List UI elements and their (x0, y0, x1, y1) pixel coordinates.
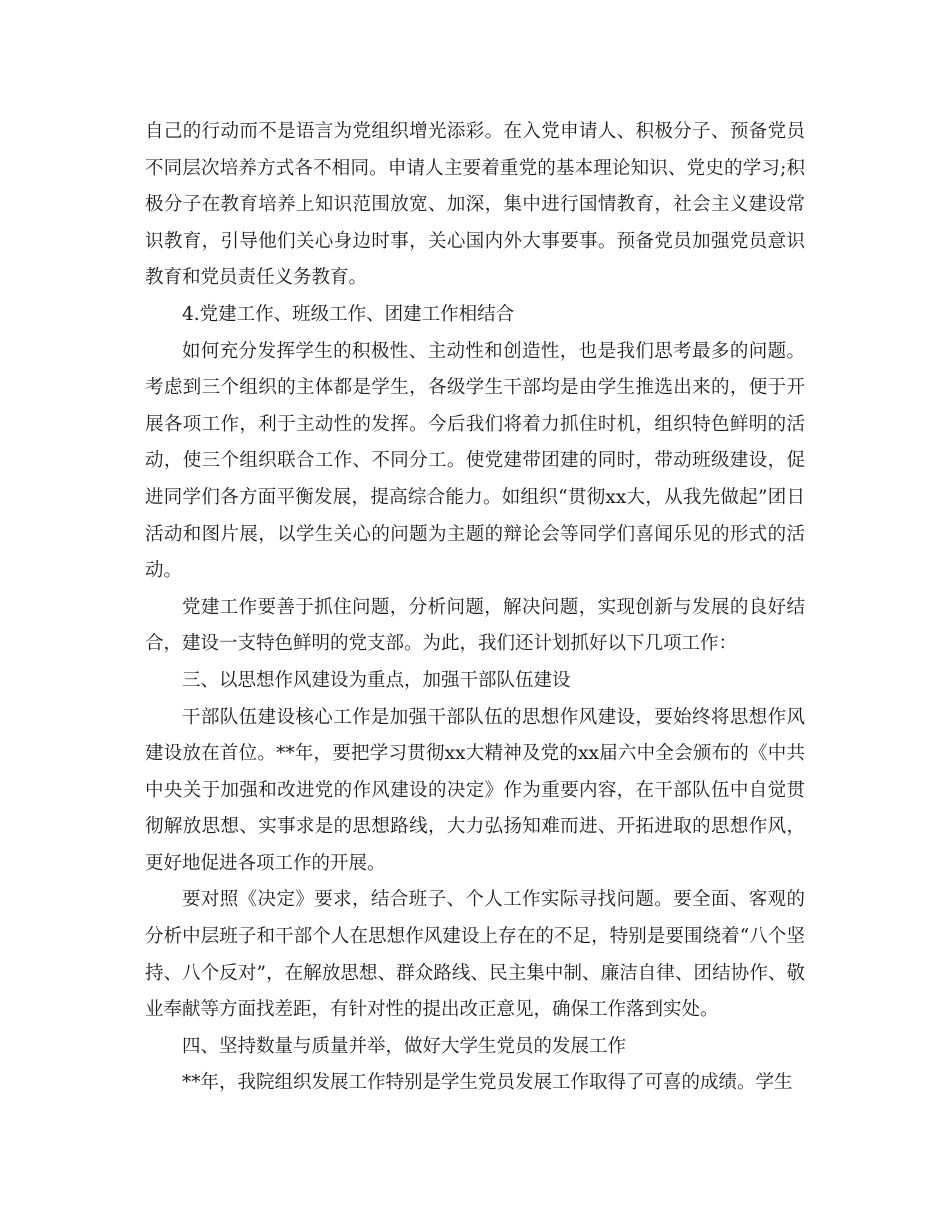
document-body (145, 114, 805, 1102)
paragraph-student-initiative: 如何充分发挥学生的积极性、主动性和创造性，也是我们思考最多的问题。考虑到三个组织的主体都是学生，各级学生干部均是由学生推选出来的，便于开展各项工作，利于主动性的发挥。今后我们将着力抓住时机，组织特色鲜明的活动，使三个组织联合工作、不同分工。使党建带团建的同时，带动班级建设，促进同学们各方面平衡发展，提高综合能力。如组织“贯彻xx大，从我先做起”团日活动和图片展，以学生关心的问题为主题的辩论会等同学们喜闻乐见的形式的活动。 (145, 340, 805, 582)
heading-student-party-member-development: 四、坚持数量与质量并举，做好大学生党员的发展工作 (182, 1035, 627, 1057)
paragraph-party-building-problems: 党建工作要善于抓住问题，分析问题，解决问题，实现创新与发展的良好结合，建设一支特色鲜明的党支部。为此，我们还计划抓好以下几项工作： (145, 596, 805, 655)
paragraph-cadre-ideology-style: 干部队伍建设核心工作是加强干部队伍的思想作风建设，要始终将思想作风建设放在首位。**年，要把学习贯彻xx大精神及党的xx届六中全会颁布的《中共中央关于加强和改进党的作风建设的决定》作为重要内容，在干部队伍中自觉贯彻解放思想、实事求是的思想路线，大力弘扬知难而进、开拓进取的思想作风，更好地促进各项工作的开展。 (145, 706, 805, 874)
heading-party-class-league-combination: 4.党建工作、班级工作、团建工作相结合 (182, 303, 515, 325)
heading-cadre-team-building: 三、以思想作风建设为重点，加强干部队伍建设 (182, 669, 571, 691)
paragraph-party-training-methods: 自己的行动而不是语言为党组织增光添彩。在入党申请人、积极分子、预备党员不同层次培养方式各不相同。申请人主要着重党的基本理论知识、党史的学习;积极分子在教育培养上知识范围放宽、加深，集中进行国情教育，社会主义建设常识教育，引导他们关心身边时事，关心国内外大事要事。预备党员加强党员意识教育和党员责任义务教育。 (145, 121, 805, 289)
paragraph-decision-requirements: 要对照《决定》要求，结合班子、个人工作实际寻找问题。要全面、客观的分析中层班子和干部个人在思想作风建设上存在的不足，特别是要围绕着“八个坚持、八个反对”，在解放思想、群众路线、民主集中制、廉洁自律、团结协作、敬业奉献等方面找差距，有针对性的提出改正意见，确保工作落到实处。 (145, 889, 805, 1021)
paragraph-development-achievements: **年，我院组织发展工作特别是学生党员发展工作取得了可喜的成绩。学生 (182, 1072, 793, 1094)
